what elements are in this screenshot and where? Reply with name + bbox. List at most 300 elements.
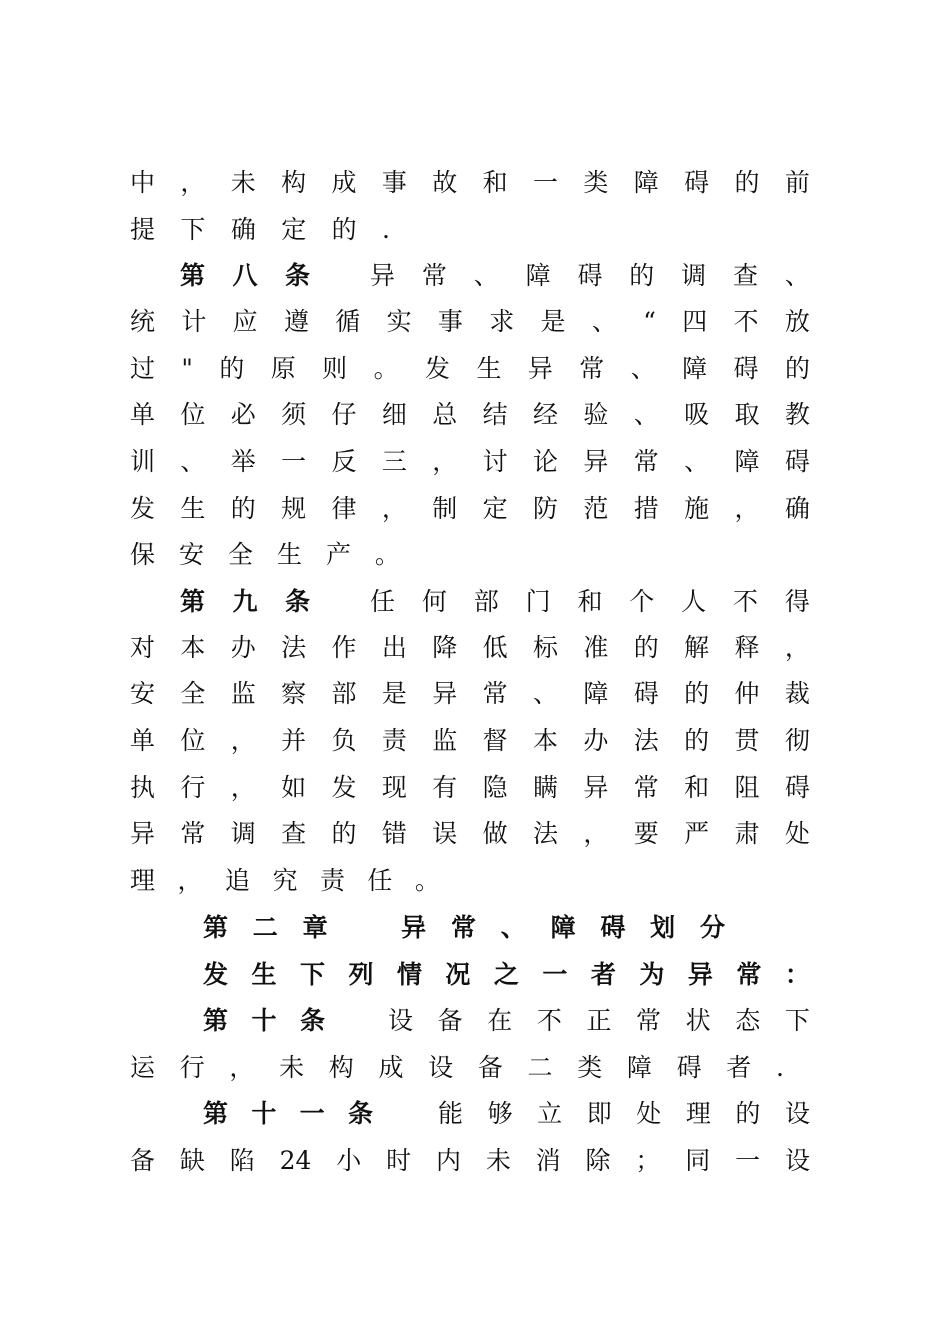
text-glyph: 发 xyxy=(331,773,357,802)
text-glyph: 安 xyxy=(130,679,156,708)
text-glyph: 常 xyxy=(579,354,605,383)
text-glyph: 、 xyxy=(591,307,617,336)
text-glyph: 同 xyxy=(685,1146,711,1175)
text-glyph: 究 xyxy=(272,866,298,895)
text-glyph: ， xyxy=(230,726,256,755)
text-glyph: . xyxy=(382,215,390,244)
text-glyph: 障 xyxy=(550,913,576,942)
text-line xyxy=(130,721,810,761)
article-11-text xyxy=(438,1094,810,1134)
text-line xyxy=(130,628,810,668)
text-glyph: 安 xyxy=(178,540,204,569)
text-glyph: 第 xyxy=(203,1099,229,1128)
article-10-text xyxy=(388,1001,810,1041)
text-glyph: 须 xyxy=(281,400,307,429)
text-glyph: 常 xyxy=(636,1006,662,1035)
text-glyph: 为 xyxy=(639,960,665,989)
text-glyph: ， xyxy=(381,494,407,523)
text-glyph: 举 xyxy=(230,447,256,476)
text-glyph: 严 xyxy=(684,819,710,848)
text-glyph: 第 xyxy=(203,1006,229,1035)
text-glyph: 办 xyxy=(230,633,256,662)
text-glyph: 陷 xyxy=(229,1146,255,1175)
text-glyph: 24 xyxy=(279,1146,312,1175)
text-glyph: 确 xyxy=(230,215,282,244)
text-glyph: 障 xyxy=(583,679,609,708)
text-glyph: 之 xyxy=(493,960,519,989)
chapter-2-title xyxy=(203,908,725,948)
text-glyph: 分 xyxy=(699,913,725,942)
text-glyph: 不 xyxy=(536,1006,562,1035)
text-glyph: 个 xyxy=(629,587,655,616)
text-glyph: 障 xyxy=(682,354,708,383)
text-glyph: 讨 xyxy=(482,447,508,476)
text-glyph: 单 xyxy=(130,726,156,755)
text-glyph: 出 xyxy=(381,633,407,662)
text-glyph: 常 xyxy=(450,913,476,942)
text-glyph: 不 xyxy=(733,587,759,616)
text-glyph: 部 xyxy=(473,587,499,616)
text-glyph: 监 xyxy=(432,726,458,755)
text-glyph: 准 xyxy=(583,633,609,662)
text-glyph: 异 xyxy=(583,773,609,802)
text-glyph: 立 xyxy=(537,1099,563,1128)
text-glyph: 设 xyxy=(428,1053,454,1082)
text-glyph: 一 xyxy=(533,168,559,197)
text-glyph: 要 xyxy=(633,819,659,848)
text-glyph: 低 xyxy=(482,633,508,662)
text-glyph: 原 xyxy=(270,354,296,383)
text-glyph: 未 xyxy=(230,168,256,197)
article-9-text xyxy=(370,582,810,622)
text-glyph: 内 xyxy=(435,1146,461,1175)
text-glyph: 、 xyxy=(633,400,659,429)
text-glyph: 碍 xyxy=(633,679,659,708)
text-glyph: 小 xyxy=(336,1146,362,1175)
text-glyph: 异 xyxy=(432,679,458,708)
text-glyph: 常 xyxy=(633,773,659,802)
text-glyph: 经 xyxy=(533,400,559,429)
text-glyph: ， xyxy=(734,494,760,523)
text-glyph: 仔 xyxy=(331,400,357,429)
text-glyph: 法 xyxy=(533,819,559,848)
text-glyph: 运 xyxy=(130,1053,156,1082)
text-glyph: 构 xyxy=(328,1053,354,1082)
text-glyph: ； xyxy=(635,1146,661,1175)
text-glyph: 必 xyxy=(230,400,256,429)
text-glyph: 阻 xyxy=(734,773,760,802)
text-glyph: 遵 xyxy=(283,307,309,336)
text-glyph: 列 xyxy=(348,960,374,989)
text-glyph: 行 xyxy=(179,1053,205,1082)
text-glyph: 的 xyxy=(331,215,383,244)
text-glyph: 责 xyxy=(319,866,345,895)
text-glyph: 防 xyxy=(533,494,559,523)
text-glyph: 标 xyxy=(533,633,559,662)
text-glyph: 定 xyxy=(482,494,508,523)
text-glyph: 时 xyxy=(386,1146,412,1175)
text-glyph: 不 xyxy=(733,307,759,336)
text-glyph: 瞒 xyxy=(533,773,559,802)
text-glyph: 验 xyxy=(583,400,609,429)
text-glyph: 得 xyxy=(784,587,810,616)
text-glyph: 细 xyxy=(381,400,407,429)
text-glyph: 异 xyxy=(583,447,609,476)
text-glyph: ， xyxy=(230,773,256,802)
text-glyph: 范 xyxy=(583,494,609,523)
text-glyph: 错 xyxy=(381,819,407,848)
text-glyph: 的 xyxy=(230,494,256,523)
text-line xyxy=(130,1048,784,1088)
text-glyph: 异 xyxy=(130,819,156,848)
text-glyph: 责 xyxy=(381,726,407,755)
text-glyph: 结 xyxy=(482,400,508,429)
text-glyph: 办 xyxy=(583,726,609,755)
text-glyph: 追 xyxy=(224,866,250,895)
text-glyph: 计 xyxy=(181,307,207,336)
text-line xyxy=(130,814,810,854)
text-glyph: 能 xyxy=(438,1099,464,1128)
text-glyph: 总 xyxy=(432,400,458,429)
text-glyph: 如 xyxy=(281,773,307,802)
text-glyph: 下 xyxy=(784,1006,810,1035)
text-glyph: 状 xyxy=(685,1006,711,1035)
text-glyph: 作 xyxy=(331,633,357,662)
text-glyph: 的 xyxy=(734,168,760,197)
text-glyph: 过 xyxy=(130,354,156,383)
text-glyph: 位 xyxy=(180,726,206,755)
text-glyph: 者 xyxy=(726,1053,752,1082)
text-glyph: 情 xyxy=(396,960,422,989)
text-line xyxy=(130,861,440,901)
text-glyph: 发 xyxy=(130,494,156,523)
text-glyph: 、 xyxy=(533,679,559,708)
text-glyph: 碍 xyxy=(676,1053,702,1082)
text-glyph: 消 xyxy=(535,1146,561,1175)
text-glyph: 应 xyxy=(232,307,258,336)
text-glyph: 理 xyxy=(130,866,156,895)
text-glyph: 中 xyxy=(130,168,156,197)
text-glyph: 本 xyxy=(180,633,206,662)
text-glyph: 。 xyxy=(374,540,400,569)
text-glyph: 异 xyxy=(687,960,713,989)
text-glyph: 定 xyxy=(281,215,332,244)
text-glyph: 划 xyxy=(650,913,676,942)
text-glyph: 裁 xyxy=(784,679,810,708)
text-glyph: 条 xyxy=(299,1006,325,1035)
article-8-text xyxy=(370,256,810,296)
article-10-first-line xyxy=(203,1001,810,1041)
text-glyph: 况 xyxy=(445,960,471,989)
text-glyph: 异 xyxy=(370,261,396,290)
text-glyph: 则 xyxy=(322,354,348,383)
text-glyph: 成 xyxy=(378,1053,404,1082)
text-glyph: 反 xyxy=(331,447,357,476)
text-glyph: 备 xyxy=(130,1146,156,1175)
text-glyph: 常 xyxy=(482,679,508,708)
text-glyph: 者 xyxy=(590,960,616,989)
text-glyph: ， xyxy=(583,819,609,848)
text-line xyxy=(130,1141,810,1181)
text-glyph: 条 xyxy=(284,261,310,290)
text-glyph: 碍 xyxy=(577,261,603,290)
text-line xyxy=(130,395,810,435)
text-glyph: 第 xyxy=(180,587,206,616)
text-glyph: 解 xyxy=(684,633,710,662)
text-glyph: 对 xyxy=(130,633,156,662)
text-glyph: 任 xyxy=(370,587,396,616)
text-glyph: 类 xyxy=(577,1053,603,1082)
text-glyph: 措 xyxy=(633,494,659,523)
text-glyph: 十 xyxy=(251,1006,277,1035)
text-glyph: 生 xyxy=(251,960,277,989)
text-glyph: 四 xyxy=(682,307,708,336)
text-glyph: 生 xyxy=(476,354,502,383)
text-glyph: 成 xyxy=(331,168,357,197)
text-glyph: 未 xyxy=(279,1053,305,1082)
text-glyph: 条 xyxy=(284,587,310,616)
text-glyph: 法 xyxy=(281,633,307,662)
text-glyph: 的 xyxy=(219,354,245,383)
text-glyph: 未 xyxy=(485,1146,511,1175)
text-glyph: ， xyxy=(177,866,203,895)
text-line xyxy=(130,163,810,203)
text-glyph: 调 xyxy=(681,261,707,290)
text-glyph: 章 xyxy=(302,913,328,942)
text-glyph: . xyxy=(775,1053,784,1082)
text-glyph: 仲 xyxy=(734,679,760,708)
text-glyph: 、 xyxy=(473,261,499,290)
text-glyph: 贯 xyxy=(734,726,760,755)
text-glyph: 位 xyxy=(180,400,206,429)
text-glyph: 一 xyxy=(299,1099,325,1128)
article-9-first-line xyxy=(180,582,810,622)
text-glyph: 障 xyxy=(525,261,551,290)
article-8-first-line xyxy=(180,256,810,296)
text-glyph: 够 xyxy=(487,1099,513,1128)
text-glyph: 设 xyxy=(784,1146,810,1175)
text-glyph: 八 xyxy=(232,261,258,290)
text-glyph: 生 xyxy=(180,494,206,523)
text-glyph: 常 xyxy=(180,819,206,848)
text-glyph: 是 xyxy=(540,307,566,336)
text-glyph: 十 xyxy=(251,1099,277,1128)
text-glyph: 碍 xyxy=(684,168,710,197)
text-glyph: 障 xyxy=(734,447,760,476)
text-glyph: 制 xyxy=(432,494,458,523)
text-glyph: 缺 xyxy=(179,1146,205,1175)
text-glyph: 做 xyxy=(482,819,508,848)
text-glyph: 部 xyxy=(331,679,357,708)
text-glyph: 即 xyxy=(586,1099,612,1128)
article-11-label xyxy=(203,1094,373,1134)
text-glyph: 。 xyxy=(414,866,440,895)
article-10-label xyxy=(203,1001,325,1041)
text-glyph: 障 xyxy=(633,168,659,197)
text-line xyxy=(130,349,810,389)
text-glyph: ， xyxy=(784,633,810,662)
text-glyph: 现 xyxy=(381,773,407,802)
text-glyph: 全 xyxy=(227,540,253,569)
text-glyph: 碍 xyxy=(733,354,759,383)
text-glyph: 查 xyxy=(733,261,759,290)
text-glyph: 的 xyxy=(331,819,357,848)
article-11-first-line xyxy=(203,1094,810,1134)
text-glyph: ， xyxy=(180,168,206,197)
text-glyph: 释 xyxy=(734,633,760,662)
text-glyph: 理 xyxy=(685,1099,711,1128)
text-glyph: 发 xyxy=(203,960,229,989)
text-line xyxy=(130,302,810,342)
text-line xyxy=(130,768,810,808)
text-glyph: 人 xyxy=(681,587,707,616)
text-glyph: 、 xyxy=(180,447,206,476)
text-glyph: 确 xyxy=(784,494,810,523)
text-glyph: 常 xyxy=(736,960,762,989)
text-line xyxy=(130,442,810,482)
text-glyph: 训 xyxy=(130,447,156,476)
text-glyph: 统 xyxy=(130,307,156,336)
text-glyph: 本 xyxy=(533,726,559,755)
text-glyph: 设 xyxy=(784,1099,810,1128)
text-line xyxy=(130,674,810,714)
text-glyph: 求 xyxy=(489,307,515,336)
text-glyph: 构 xyxy=(281,168,307,197)
text-glyph: 碍 xyxy=(600,913,626,942)
article-8-label xyxy=(180,256,310,296)
text-glyph: 单 xyxy=(130,400,156,429)
text-glyph: “ xyxy=(643,307,656,336)
text-glyph: 生 xyxy=(276,540,302,569)
text-glyph: 三 xyxy=(381,447,407,476)
text-glyph: 律 xyxy=(331,494,357,523)
text-glyph: 隐 xyxy=(482,773,508,802)
text-glyph: 、 xyxy=(630,354,656,383)
text-glyph: 第 xyxy=(203,913,229,942)
text-glyph: 和 xyxy=(577,587,603,616)
text-glyph: ， xyxy=(432,447,458,476)
text-glyph: 下 xyxy=(299,960,325,989)
text-glyph: 降 xyxy=(432,633,458,662)
text-glyph: 监 xyxy=(230,679,256,708)
text-glyph: 察 xyxy=(281,679,307,708)
text-glyph: 施 xyxy=(684,494,710,523)
text-glyph: 、 xyxy=(784,261,810,290)
text-glyph: 常 xyxy=(421,261,447,290)
text-glyph: 负 xyxy=(331,726,357,755)
text-glyph: 一 xyxy=(735,1146,761,1175)
text-glyph: " xyxy=(181,354,193,383)
text-glyph: 任 xyxy=(367,866,393,895)
text-glyph: 和 xyxy=(482,168,508,197)
text-glyph: 的 xyxy=(684,679,710,708)
text-glyph: 。 xyxy=(373,354,399,383)
text-glyph: 调 xyxy=(230,819,256,848)
text-glyph: 除 xyxy=(585,1146,611,1175)
text-glyph: 事 xyxy=(381,168,407,197)
text-glyph: 类 xyxy=(583,168,609,197)
text-glyph: 执 xyxy=(130,773,156,802)
text-glyph: 取 xyxy=(734,400,760,429)
text-glyph: 的 xyxy=(684,726,710,755)
text-glyph: 和 xyxy=(684,773,710,802)
text-glyph: 有 xyxy=(432,773,458,802)
text-glyph: 在 xyxy=(487,1006,513,1035)
text-glyph: 二 xyxy=(527,1053,553,1082)
text-glyph: ： xyxy=(784,960,810,989)
text-glyph: 正 xyxy=(586,1006,612,1035)
text-glyph: 、 xyxy=(684,447,710,476)
chapter-2-subtitle xyxy=(203,955,810,995)
text-glyph: 彻 xyxy=(784,726,810,755)
text-glyph: 一 xyxy=(542,960,568,989)
text-glyph: 教 xyxy=(784,400,810,429)
text-glyph: 实 xyxy=(386,307,412,336)
text-glyph: 的 xyxy=(629,261,655,290)
text-glyph: 下 xyxy=(180,215,231,244)
text-glyph: 行 xyxy=(180,773,206,802)
text-line xyxy=(130,535,400,575)
text-glyph: 法 xyxy=(633,726,659,755)
text-glyph: 肃 xyxy=(734,819,760,848)
text-glyph: 、 xyxy=(500,913,526,942)
text-glyph: 的 xyxy=(784,354,810,383)
text-glyph: 门 xyxy=(525,587,551,616)
text-glyph: 的 xyxy=(633,633,659,662)
text-glyph: 异 xyxy=(527,354,553,383)
text-glyph: 督 xyxy=(482,726,508,755)
text-glyph: 条 xyxy=(347,1099,373,1128)
text-glyph: 查 xyxy=(281,819,307,848)
text-glyph: 一 xyxy=(281,447,307,476)
text-glyph: 故 xyxy=(432,168,458,197)
text-glyph: 误 xyxy=(432,819,458,848)
text-glyph: ， xyxy=(229,1053,255,1082)
text-glyph: 提 xyxy=(130,215,181,244)
text-glyph: 全 xyxy=(180,679,206,708)
text-glyph: 障 xyxy=(626,1053,652,1082)
text-glyph: 前 xyxy=(784,168,810,197)
text-glyph: 处 xyxy=(636,1099,662,1128)
text-glyph: 循 xyxy=(335,307,361,336)
text-glyph: 是 xyxy=(381,679,407,708)
text-glyph: 备 xyxy=(477,1053,503,1082)
text-glyph: 吸 xyxy=(684,400,710,429)
text-glyph: 的 xyxy=(735,1099,761,1128)
text-glyph: 保 xyxy=(130,540,156,569)
text-glyph: 事 xyxy=(437,307,463,336)
text-glyph: 发 xyxy=(425,354,451,383)
text-glyph: 碍 xyxy=(784,447,810,476)
text-glyph: 异 xyxy=(401,913,427,942)
text-glyph: 常 xyxy=(633,447,659,476)
text-line xyxy=(130,489,810,529)
text-line xyxy=(130,210,390,250)
text-glyph: 并 xyxy=(281,726,307,755)
text-glyph: 态 xyxy=(735,1006,761,1035)
text-glyph: 放 xyxy=(784,307,810,336)
text-glyph: 论 xyxy=(533,447,559,476)
text-glyph: 处 xyxy=(784,819,810,848)
text-glyph: 备 xyxy=(437,1006,463,1035)
text-glyph: 二 xyxy=(252,913,278,942)
text-glyph: 碍 xyxy=(784,773,810,802)
text-glyph: 第 xyxy=(180,261,206,290)
text-glyph: 产 xyxy=(325,540,351,569)
text-glyph: 九 xyxy=(232,587,258,616)
text-glyph: 设 xyxy=(388,1006,414,1035)
article-9-label xyxy=(180,582,310,622)
